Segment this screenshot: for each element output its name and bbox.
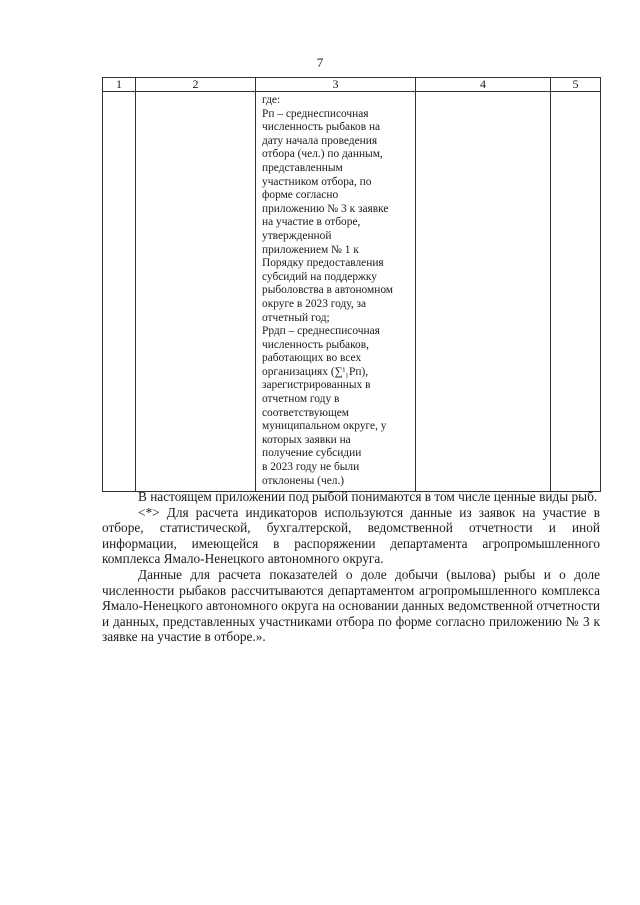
- table-cell-col2: [136, 92, 256, 492]
- cell-line: отчетном году в: [262, 393, 340, 406]
- column-header-3: 3: [256, 78, 416, 92]
- column-header-2: 2: [136, 78, 256, 92]
- cell-line: субсидий на поддержку: [262, 270, 377, 283]
- cell-line: численность рыбаков на: [262, 121, 381, 134]
- cell-line: отчетный год;: [262, 311, 330, 324]
- cell-line: отклонены (чел.): [262, 474, 345, 487]
- table-row: [103, 92, 601, 492]
- cell-line: на участие в отборе,: [262, 216, 361, 229]
- body-text: [102, 489, 600, 645]
- cell-line: организациях (∑ⁱ₁Рп),: [262, 365, 369, 378]
- cell-line: соответствующем: [262, 406, 350, 419]
- cell-line: в 2023 году не были: [262, 461, 360, 474]
- cell-line: муниципальном округе, у: [262, 420, 387, 433]
- cell-line: зарегистрированных в: [262, 379, 371, 392]
- cell-line: приложением № 1 к: [262, 243, 359, 256]
- table-cell-col4: [416, 92, 551, 492]
- column-header-5: 5: [551, 78, 601, 92]
- cell-line: где:: [262, 94, 281, 106]
- cell-line: получение субсидии: [262, 447, 362, 460]
- cell-line: утвержденной: [262, 229, 332, 242]
- paragraph-fish-definition: В настоящем приложении под рыбой понимаются в том числе ценные виды рыб.: [138, 489, 598, 504]
- cell-line: численность рыбаков,: [262, 338, 369, 351]
- cell-line: округе в 2023 году, за: [262, 297, 367, 310]
- cell-line: Рп – среднесписочная: [262, 107, 369, 120]
- column-header-4: 4: [416, 78, 551, 92]
- paragraph-calculation-data: Данные для расчета показателей о доле добычи (вылова) рыбы и о доле численности рыбаков рассчитываются департаментом агропромышленного комплекса Ямало-Ненецкого автономного округа на основании данных ведомственной отчетности и данных, представленных участниками отбора по форме согласно приложению № 3 к заявке на участие в отборе.».: [102, 566, 600, 645]
- cell-line: приложению № 3 к заявке: [262, 202, 389, 215]
- cell-line: участником отбора, по: [262, 175, 372, 188]
- cell-line: которых заявки на: [262, 433, 351, 446]
- cell-line: Порядку предоставления: [262, 257, 384, 270]
- cell-line: представленным: [262, 161, 343, 174]
- cell-line: дату начала проведения: [262, 134, 378, 147]
- cell-line: Ррдп – среднесписочная: [262, 325, 380, 338]
- paragraph-data-sources-footnote: <*> Для расчета индикаторов используются данные из заявок на участие в отборе, статистической, бухгалтерской, ведомственной отчетности и иной информации, имеющейся в распоряжении департамента агропромышленного комплекса Ямало-Ненецкого автономного округа.: [102, 504, 600, 567]
- indicator-table: [102, 77, 601, 492]
- cell-line: рыболовства в автономном: [262, 284, 394, 297]
- formula-description-cell: [256, 92, 416, 492]
- cell-line: форме согласно: [262, 189, 339, 202]
- page-number: 7: [316, 55, 324, 70]
- cell-line: отбора (чел.) по данным,: [262, 148, 383, 161]
- table-cell-col1: [103, 92, 136, 492]
- table-cell-col5: [551, 92, 601, 492]
- cell-line: работающих во всех: [262, 352, 362, 365]
- column-header-1: 1: [103, 78, 136, 92]
- table-header-row: [103, 78, 601, 92]
